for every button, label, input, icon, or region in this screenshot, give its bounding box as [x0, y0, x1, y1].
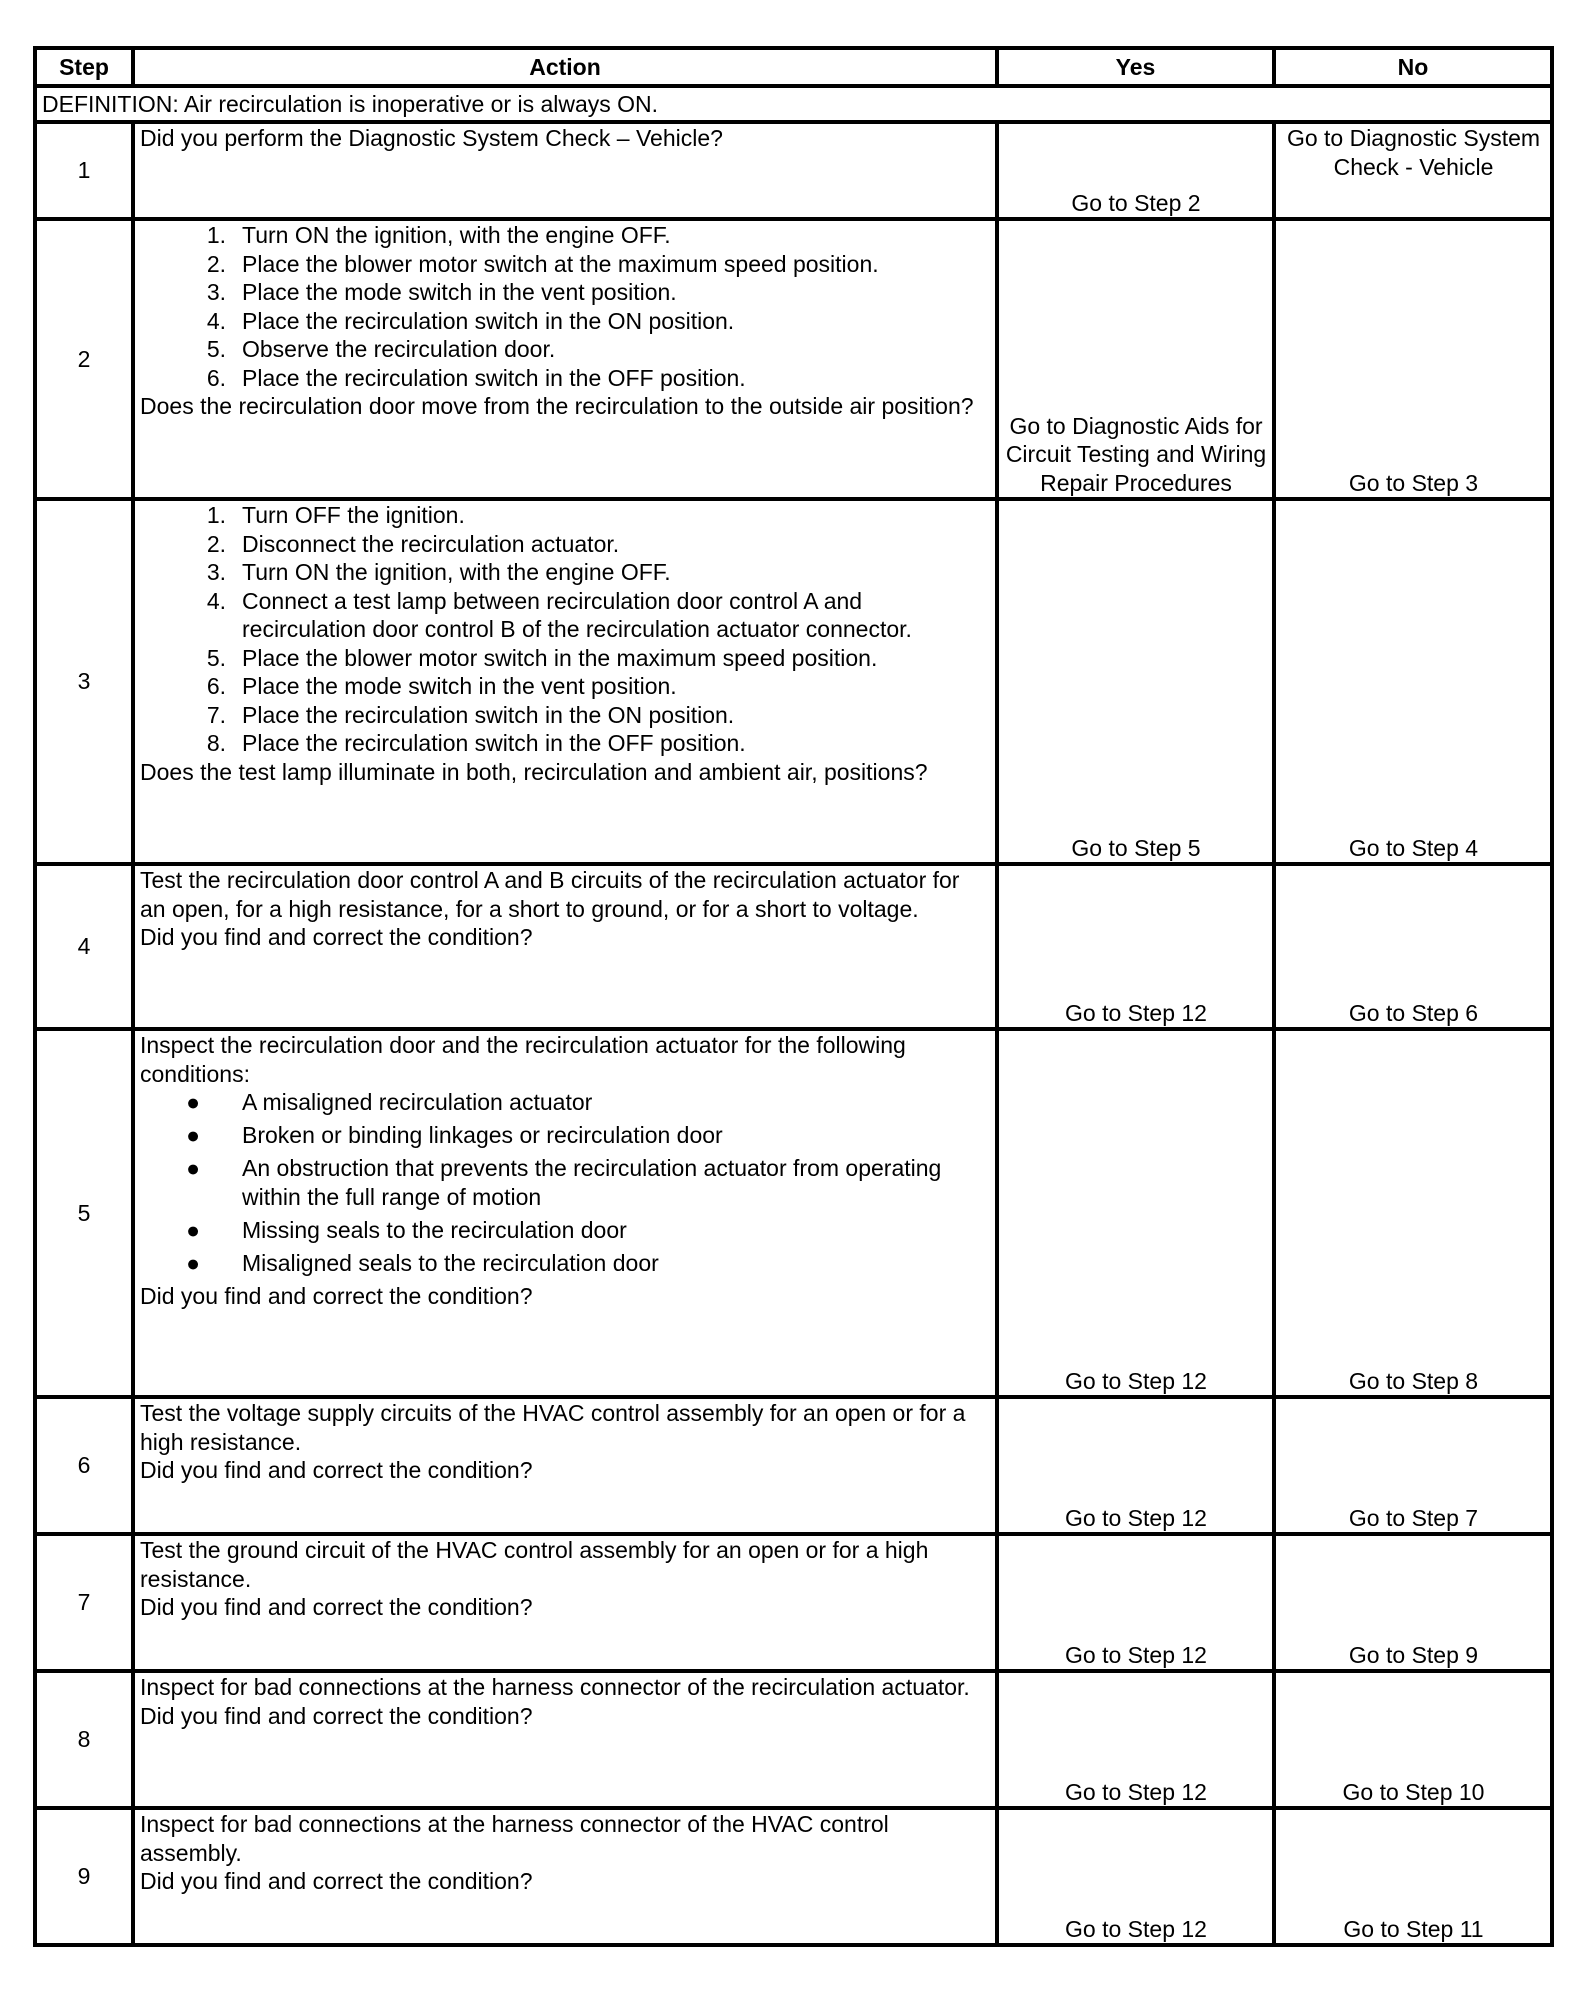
- header-action: Action: [133, 48, 997, 86]
- step-number: 4: [35, 864, 133, 1029]
- list-item: 6. Place the recirculation switch in the OFF position.: [206, 364, 746, 391]
- action-cell: [133, 1029, 997, 1397]
- action-text: Test the ground circuit of the HVAC control assembly for an open or for a high resistance.: [140, 1537, 929, 1592]
- action-text: Test the recirculation door control A and B circuits of the recirculation actuator for an open, for a high resistance, for a short to ground, or for a short to voltage.: [140, 867, 960, 922]
- list-item: 2. Disconnect the recirculation actuator.: [206, 530, 620, 557]
- no-cell: Go to Step 11: [1274, 1808, 1552, 1945]
- header-yes: Yes: [997, 48, 1274, 86]
- yes-cell: Go to Step 5: [997, 499, 1274, 864]
- list-item: ● Misaligned seals to the recirculation door: [140, 1249, 991, 1278]
- list-item: 3. Turn ON the ignition, with the engine OFF.: [206, 559, 671, 585]
- step-number: 9: [35, 1808, 133, 1945]
- no-cell: Go to Step 3: [1274, 219, 1552, 499]
- action-question: Did you find and correct the condition?: [140, 1702, 533, 1729]
- no-cell: Go to Diagnostic System Check - Vehicle: [1274, 122, 1552, 219]
- table-row: [35, 1808, 1552, 1945]
- list-item: ● An obstruction that prevents the recirculation actuator from operating within the full range of motion: [140, 1154, 991, 1211]
- action-text: Test the voltage supply circuits of the HVAC control assembly for an open or for a high resistance.: [140, 1400, 966, 1455]
- list-item: ● Broken or binding linkages or recirculation door: [140, 1121, 991, 1150]
- action-question: Did you find and correct the condition?: [140, 1282, 533, 1309]
- table-row: [35, 499, 1552, 864]
- step-number: 2: [35, 219, 133, 499]
- header-row: [35, 48, 1552, 86]
- step-number: 6: [35, 1397, 133, 1534]
- table-row: [35, 864, 1552, 1029]
- action-question: Did you find and correct the condition?: [140, 1594, 533, 1620]
- yes-cell: Go to Diagnostic Aids for Circuit Testing and Wiring Repair Procedures: [997, 219, 1274, 499]
- definition-text: DEFINITION: Air recirculation is inoperative or is always ON.: [35, 86, 1552, 122]
- no-cell: Go to Step 9: [1274, 1534, 1552, 1671]
- action-question: Did you find and correct the condition?: [140, 1457, 533, 1483]
- list-item: ● Missing seals to the recirculation door: [140, 1216, 991, 1245]
- bullet-icon: ●: [186, 1089, 200, 1115]
- action-text: Inspect the recirculation door and the recirculation actuator for the following conditions:: [140, 1032, 906, 1087]
- no-cell: Go to Step 10: [1274, 1671, 1552, 1808]
- step-number: 5: [35, 1029, 133, 1397]
- no-cell: Go to Step 6: [1274, 864, 1552, 1029]
- no-cell: Go to Step 8: [1274, 1029, 1552, 1397]
- list-item: 5. Observe the recirculation door.: [206, 336, 556, 362]
- list-item: 5. Place the blower motor switch in the maximum speed position.: [206, 644, 878, 671]
- step-number: 8: [35, 1671, 133, 1808]
- step-number: 7: [35, 1534, 133, 1671]
- action-question: Did you find and correct the condition?: [140, 1868, 533, 1894]
- action-question: Does the recirculation door move from the recirculation to the outside air position?: [140, 393, 974, 419]
- bullet-icon: ●: [186, 1155, 200, 1181]
- list-item: 1. Turn ON the ignition, with the engine OFF.: [206, 222, 671, 248]
- yes-cell: Go to Step 12: [997, 1671, 1274, 1808]
- table-row: [35, 1534, 1552, 1671]
- no-cell: Go to Step 7: [1274, 1397, 1552, 1534]
- no-cell: Go to Step 4: [1274, 499, 1552, 864]
- yes-cell: Go to Step 12: [997, 1534, 1274, 1671]
- list-item: 6. Place the mode switch in the vent position.: [206, 673, 677, 699]
- list-item: 4. Connect a test lamp between recirculation door control A and recirculation door control B of the recirculation actuator connector.: [206, 587, 912, 642]
- yes-cell: Go to Step 12: [997, 1397, 1274, 1534]
- step-number: 3: [35, 499, 133, 864]
- table-row: [35, 122, 1552, 219]
- step-number: 1: [35, 122, 133, 219]
- table-row: [35, 1397, 1552, 1534]
- action-cell: [133, 1534, 997, 1671]
- action-cell: [133, 219, 997, 499]
- bullet-icon: ●: [186, 1122, 200, 1148]
- action-text: Inspect for bad connections at the harness connector of the HVAC control assembly.: [140, 1811, 889, 1866]
- header-no: No: [1274, 48, 1552, 86]
- procedure-list: [140, 501, 991, 758]
- yes-cell: Go to Step 2: [997, 122, 1274, 219]
- diagnostic-table: [33, 46, 1554, 1947]
- table-row: [35, 1029, 1552, 1397]
- yes-cell: Go to Step 12: [997, 1808, 1274, 1945]
- list-item: 7. Place the recirculation switch in the ON position.: [206, 701, 735, 728]
- condition-list: [140, 1088, 991, 1282]
- action-cell: [133, 499, 997, 864]
- list-item: 2. Place the blower motor switch at the maximum speed position.: [206, 250, 879, 277]
- definition-row: [35, 86, 1552, 122]
- action-question: Did you find and correct the condition?: [140, 924, 533, 950]
- bullet-icon: ●: [186, 1216, 200, 1243]
- action-cell: [133, 1671, 997, 1808]
- procedure-list: [140, 221, 991, 392]
- list-item: 8. Place the recirculation switch in the OFF position.: [206, 730, 746, 756]
- action-cell: [133, 864, 997, 1029]
- action-cell: [133, 122, 997, 219]
- list-item: ● A misaligned recirculation actuator: [140, 1088, 991, 1117]
- table-row: [35, 219, 1552, 499]
- action-question: Does the test lamp illuminate in both, recirculation and ambient air, positions?: [140, 758, 928, 785]
- list-item: 1. Turn OFF the ignition.: [206, 502, 465, 528]
- action-cell: [133, 1397, 997, 1534]
- list-item: 3. Place the mode switch in the vent position.: [206, 279, 677, 305]
- yes-cell: Go to Step 12: [997, 1029, 1274, 1397]
- header-step: Step: [35, 48, 133, 86]
- bullet-icon: ●: [186, 1249, 200, 1276]
- yes-cell: Go to Step 12: [997, 864, 1274, 1029]
- action-text: Did you perform the Diagnostic System Check – Vehicle?: [140, 125, 723, 151]
- action-cell: [133, 1808, 997, 1945]
- table-row: [35, 1671, 1552, 1808]
- action-text: Inspect for bad connections at the harness connector of the recirculation actuator.: [140, 1674, 970, 1700]
- list-item: 4. Place the recirculation switch in the ON position.: [206, 307, 735, 334]
